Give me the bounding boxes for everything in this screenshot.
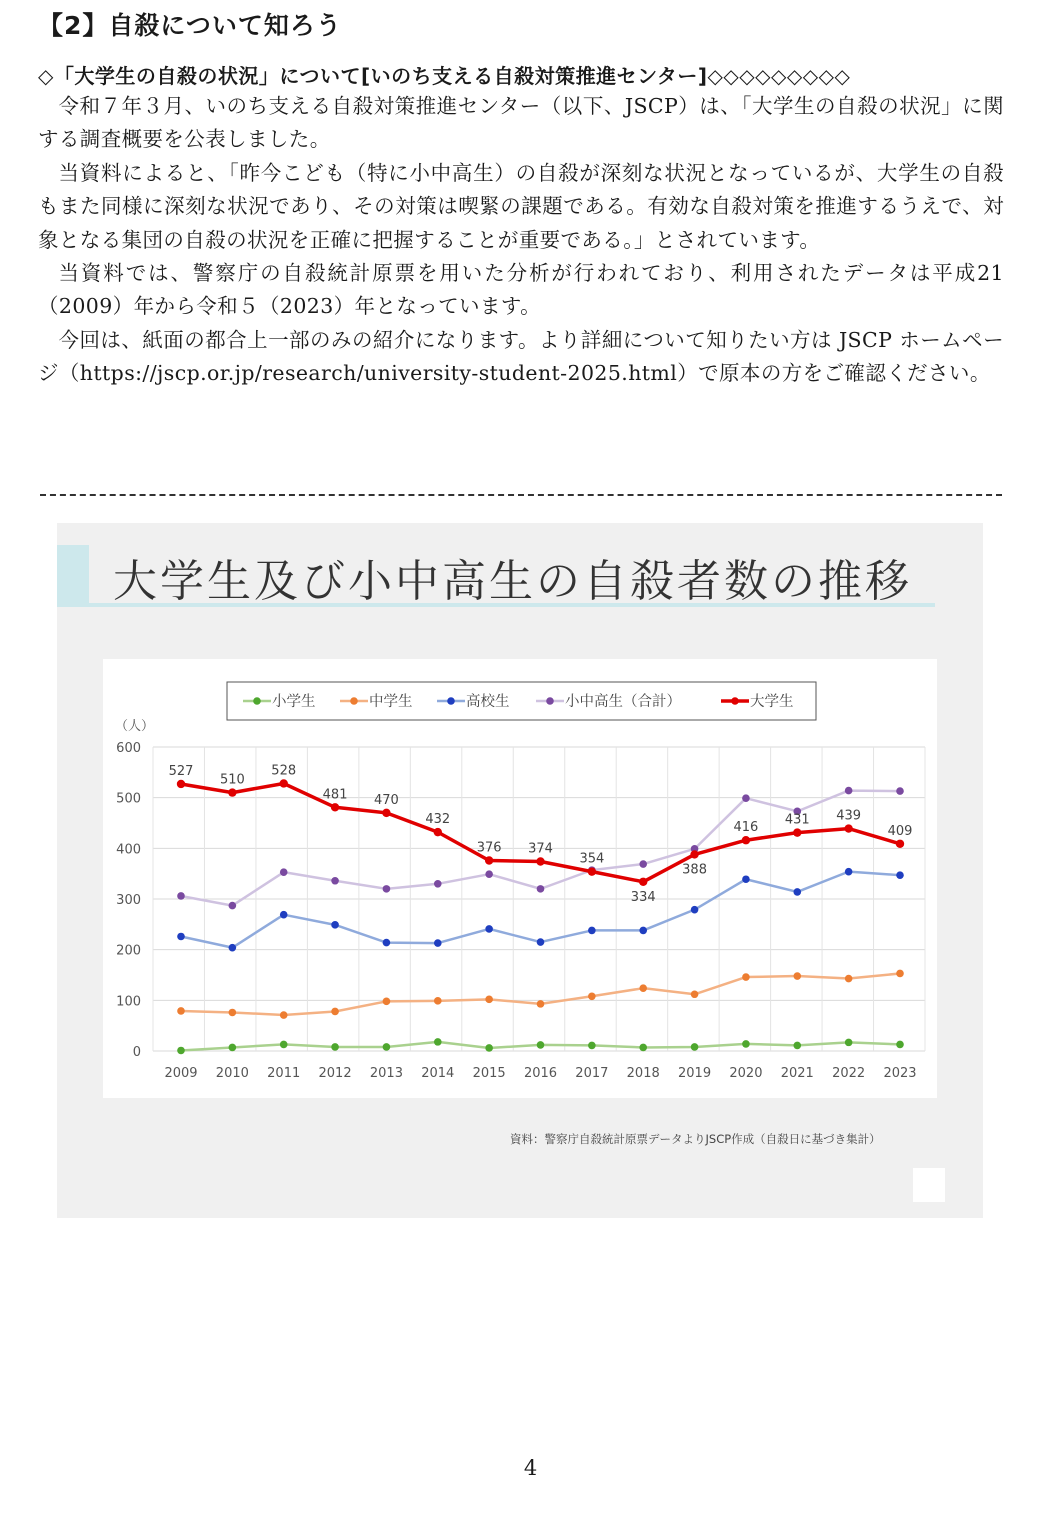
y-tick-label: 400 (116, 842, 141, 858)
data-point (896, 871, 904, 879)
data-point (383, 885, 391, 893)
data-point (845, 975, 853, 983)
data-label: 510 (219, 772, 245, 788)
data-point (639, 1044, 647, 1052)
data-point (434, 997, 442, 1005)
data-point (588, 1042, 596, 1050)
y-tick-label: 200 (116, 943, 141, 959)
x-tick-label: 2019 (678, 1066, 712, 1081)
legend-label: 小学生 (272, 694, 316, 710)
data-point (845, 787, 853, 795)
data-label: 439 (836, 808, 862, 824)
data-label: 432 (425, 812, 451, 828)
data-label: 481 (322, 787, 348, 803)
chart-title-accent-bar (57, 545, 89, 607)
x-tick-label: 2009 (164, 1066, 198, 1081)
legend-swatch-marker (253, 697, 261, 705)
data-point (793, 828, 801, 836)
data-point (639, 860, 647, 868)
data-point (639, 927, 647, 935)
data-point (331, 921, 339, 929)
data-point (742, 836, 750, 844)
data-label: 527 (168, 763, 194, 779)
data-point (229, 902, 237, 910)
plot-card (103, 659, 937, 1098)
legend-swatch-marker (350, 697, 358, 705)
data-point (639, 984, 647, 992)
data-point (280, 1011, 288, 1019)
data-point (896, 787, 904, 795)
y-tick-label: 100 (116, 994, 141, 1010)
data-point (742, 1040, 750, 1048)
y-tick-label: 300 (116, 893, 141, 908)
data-point (537, 1041, 545, 1049)
data-point (691, 990, 699, 998)
data-point (280, 868, 288, 876)
data-point (896, 840, 904, 848)
data-point (536, 857, 544, 865)
data-point (588, 867, 596, 875)
data-label: 374 (528, 841, 553, 857)
paragraph: 当資料によると、「昨今こども（特に小中高生）の自殺が深刻な状況となっているが、大学生の自殺もまた同様に深刻な状況であり、その対策は喫緊の課題である。有効な自殺対策を推進するうえで、対象となる集団の自殺の状況を正確に把握することが重要である。」とされています。 (38, 160, 1004, 252)
source-note: 資料：警察庁自殺統計原票データよりJSCP作成（自殺日に基づき集計） (510, 1132, 881, 1146)
data-point (331, 1008, 339, 1016)
data-point (793, 888, 801, 896)
data-point (742, 973, 750, 981)
data-label: 416 (733, 820, 759, 836)
data-label: 470 (374, 792, 399, 808)
series-line (181, 783, 900, 881)
data-point (331, 877, 339, 885)
data-point (485, 1044, 493, 1052)
legend-swatch-marker (731, 697, 739, 705)
data-point (229, 1009, 237, 1017)
x-tick-label: 2011 (267, 1066, 301, 1081)
x-tick-label: 2016 (523, 1066, 558, 1081)
data-point (691, 1043, 699, 1051)
x-tick-label: 2021 (780, 1066, 814, 1081)
data-point (434, 1038, 442, 1046)
line-chart (103, 659, 937, 1098)
data-point (177, 780, 185, 788)
data-point (485, 925, 493, 933)
x-tick-label: 2013 (369, 1066, 403, 1081)
series-line (181, 872, 900, 948)
data-point (793, 1042, 801, 1050)
x-tick-label: 2023 (883, 1066, 917, 1081)
data-point (537, 885, 545, 893)
body-text (38, 90, 1004, 391)
data-point (742, 794, 750, 802)
data-point (434, 828, 442, 836)
paragraph: 今回は、紙面の都合上一部のみの紹介になります。より詳細について知りたい方は JSCP ホームページ（https://jscp.or.jp/research/university-student-2025.html）で原本の方をご確認ください。 (38, 327, 1004, 386)
data-point (383, 998, 391, 1006)
corner-box (913, 1168, 945, 1202)
data-point (845, 1039, 853, 1047)
data-point (537, 938, 545, 946)
data-label: 431 (784, 812, 810, 828)
legend-swatch-marker (447, 697, 455, 705)
data-point (434, 939, 442, 947)
x-tick-label: 2015 (472, 1066, 506, 1081)
data-point (793, 972, 801, 980)
y-tick-label: 500 (116, 791, 141, 807)
data-point (383, 939, 391, 947)
data-point (639, 878, 647, 886)
data-point (280, 911, 288, 919)
data-point (485, 996, 493, 1004)
data-point (280, 1041, 288, 1049)
legend-label: 大学生 (750, 694, 794, 710)
data-point (845, 868, 853, 876)
data-label: 376 (476, 840, 502, 856)
chart-title: 大学生及び小中高生の自殺者数の推移 (113, 556, 912, 607)
data-point (896, 1041, 904, 1049)
paragraph: 令和７年３月、いのち支える自殺対策推進センター（以下、JSCP）は、「大学生の自殺の状況」に関する調査概要を公表しました。 (38, 94, 1004, 152)
data-point (844, 824, 852, 832)
data-label: 334 (630, 889, 656, 905)
y-tick-label: 0 (132, 1045, 141, 1060)
paragraph: 当資料では、警察庁の自殺統計原票を用いた分析が行われており、利用されたデータは平成21（2009）年から令和５（2023）年となっています。 (38, 261, 1004, 319)
x-tick-label: 2012 (318, 1066, 352, 1081)
x-tick-label: 2022 (832, 1066, 866, 1081)
data-point (228, 788, 236, 796)
data-point (280, 779, 288, 787)
data-label: 354 (579, 851, 605, 867)
data-point (690, 850, 698, 858)
data-point (742, 875, 750, 883)
data-point (177, 1047, 185, 1055)
data-point (485, 856, 493, 864)
data-point (331, 803, 339, 811)
data-point (177, 933, 185, 941)
legend-label: 高校生 (466, 694, 510, 710)
data-point (485, 870, 493, 878)
data-point (537, 1000, 545, 1008)
data-point (382, 809, 390, 817)
x-tick-label: 2018 (626, 1066, 660, 1081)
data-point (331, 1043, 339, 1051)
page-number: 4 (523, 1456, 538, 1480)
data-point (588, 927, 596, 935)
data-point (434, 880, 442, 888)
y-tick-label: 600 (116, 741, 141, 756)
data-point (383, 1043, 391, 1051)
series-line (181, 973, 900, 1015)
legend-swatch-marker (546, 697, 554, 705)
x-tick-label: 2017 (575, 1066, 609, 1081)
x-tick-label: 2020 (729, 1066, 763, 1081)
x-tick-label: 2010 (215, 1066, 249, 1081)
legend-label: 中学生 (369, 694, 413, 710)
data-point (588, 992, 596, 1000)
data-point (229, 1044, 237, 1052)
data-label: 528 (271, 763, 297, 779)
chart-title-block (57, 545, 935, 607)
section-heading: 【2】自殺について知ろう (38, 11, 342, 40)
y-axis-label: （人） (115, 719, 155, 734)
data-point (691, 906, 699, 914)
dashed-divider (40, 494, 1002, 496)
x-tick-label: 2014 (421, 1066, 455, 1081)
data-point (177, 1007, 185, 1015)
sub-heading: ◇「大学生の自殺の状況」について[いのち支える自殺対策推進センター]◇◇◇◇◇◇◇◇◇ (38, 64, 851, 88)
data-point (229, 944, 237, 952)
data-label: 388 (682, 862, 707, 878)
data-point (896, 970, 904, 978)
data-point (177, 892, 185, 900)
data-label: 409 (887, 823, 913, 839)
legend-label: 小中高生（合計） (565, 694, 681, 710)
